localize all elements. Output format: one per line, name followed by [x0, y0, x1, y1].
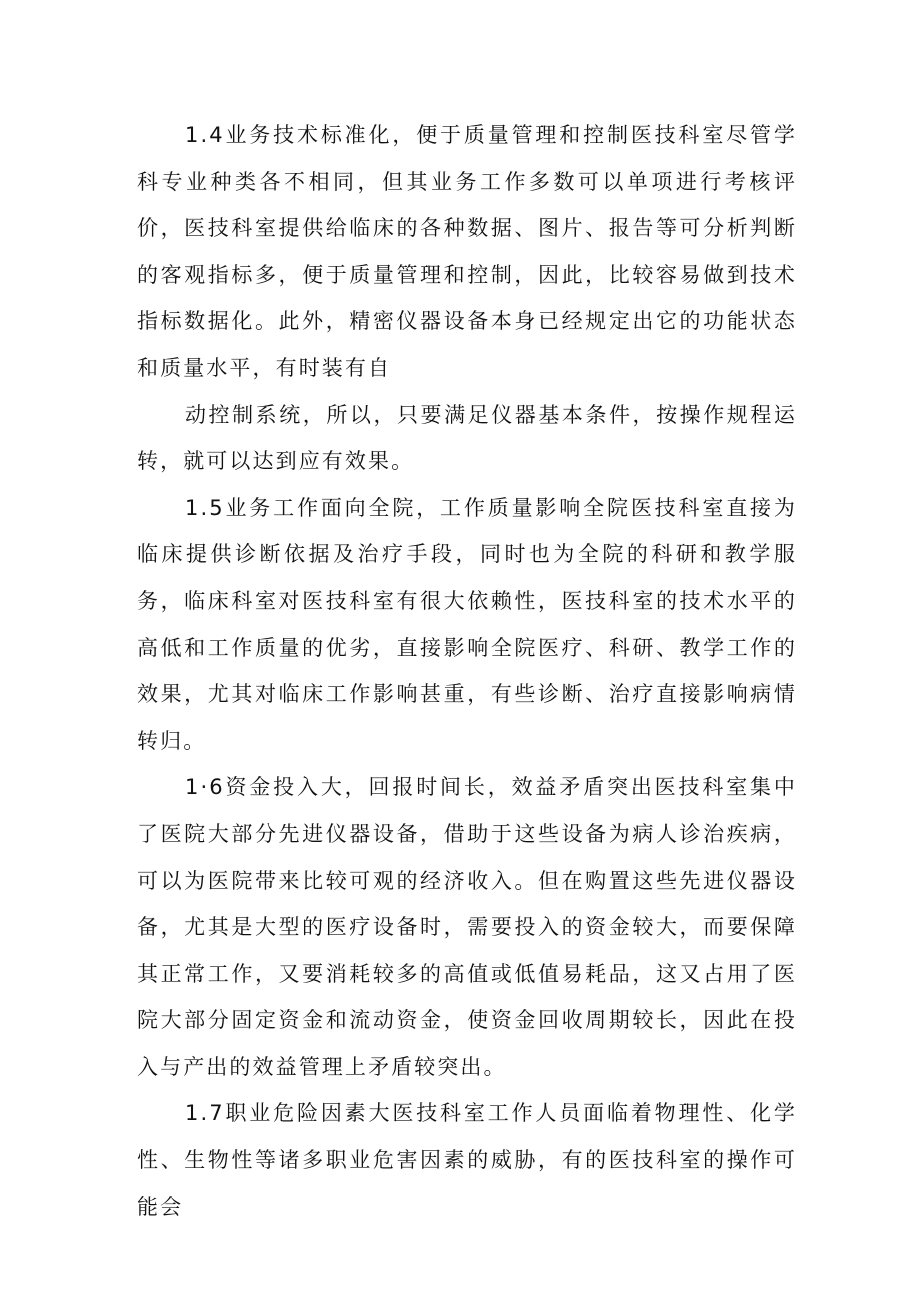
paragraph-1-4: 1.4业务技术标准化，便于质量管理和控制医技科室尽管学科专业种类各不相同，但其业务工作多数可以单项进行考核评价，医技科室提供给临床的各种数据、图片、报告等可分析判断的客观指标多，便于质量管理和控制，因此，比较容易做到技术指标数据化。此外，精密仪器设备本身已经规定出它的功能状态和质量水平，有时装有自: [137, 123, 797, 380]
paragraph-1-6: 1·6资金投入大，回报时间长，效益矛盾突出医技科室集中了医院大部分先进仪器设备，借助于这些设备为病人诊治疾病，可以为医院带来比较可观的经济收入。但在购置这些先进仪器设备，尤其是大型的医疗设备时，需要投入的资金较大，而要保障其正常工作，又要消耗较多的高值或低值易耗品，这又占用了医院大部分固定资金和流动资金，使资金回收周期较长，因此在投入与产出的效益管理上矛盾较突出。: [137, 775, 797, 1079]
paragraph-1-4-continued: 动控制系统，所以，只要满足仪器基本条件，按操作规程运转，就可以达到应有效果。: [137, 402, 797, 474]
paragraph-1-5: 1.5业务工作面向全院，工作质量影响全院医技科室直接为临床提供诊断依据及治疗手段，同时也为全院的科研和教学服务，临床科室对医技科室有很大依赖性，医技科室的技术水平的高低和工作质量的优劣，直接影响全院医疗、科研、教学工作的效果，尤其对临床工作影响甚重，有些诊断、治疗直接影响病情转归。: [137, 495, 797, 753]
paragraph-1-7: 1.7职业危险因素大医技科室工作人员面临着物理性、化学性、生物性等诸多职业危害因素的威胁，有的医技科室的操作可能会: [137, 1101, 797, 1219]
document-body: [137, 112, 797, 1230]
